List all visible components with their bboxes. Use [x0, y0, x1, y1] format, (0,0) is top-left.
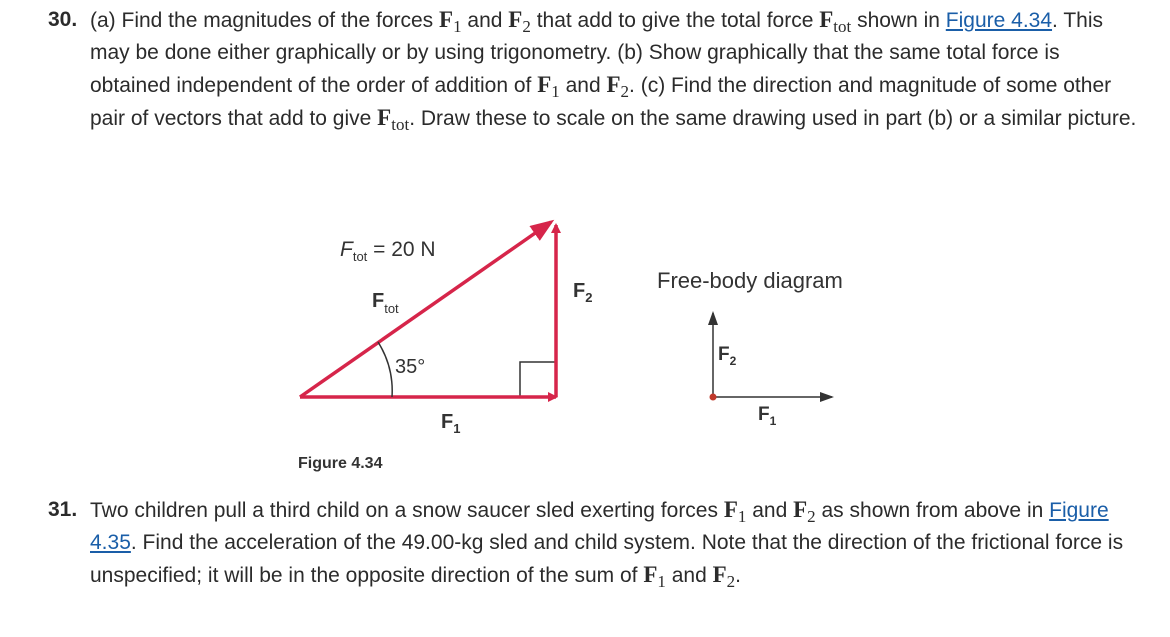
text-run: and	[559, 74, 607, 97]
problem-31	[48, 494, 1138, 592]
vector-symbol: F	[819, 7, 834, 32]
vector-symbol: F	[712, 562, 727, 587]
text-run: and	[665, 564, 713, 587]
f2-vector-label: $F_2$	[573, 280, 593, 305]
text-run: . Draw these to scale on the same drawing used in part (b) or a similar picture.	[409, 107, 1137, 130]
vector-symbol: F	[643, 562, 658, 587]
ftot-magnitude-label: $F_{tot} = 20$ N	[340, 238, 436, 264]
vector-symbol: F	[377, 105, 392, 130]
vector-subscript: 2	[522, 17, 531, 36]
figure-caption: Figure 4.34	[298, 455, 383, 472]
vector-symbol: F	[508, 7, 523, 32]
vector-symbol: F	[537, 72, 552, 97]
problem-number: 31.	[48, 498, 78, 521]
text-run: and	[746, 499, 794, 522]
fbd-title: Free-body diagram	[657, 268, 843, 293]
vector-subscript: 1	[551, 82, 560, 101]
vector-subscript: 2	[807, 507, 816, 526]
fbd-f1-label: $F_1$	[758, 404, 777, 428]
text-run: .	[735, 564, 741, 587]
vector-subscript: 1	[453, 17, 462, 36]
right-angle-marker	[520, 362, 556, 397]
vector-symbol: F	[439, 7, 454, 32]
problem-number: 30.	[48, 8, 78, 31]
text-run: shown in	[851, 9, 946, 32]
vector-symbol: F	[793, 497, 808, 522]
text-run: . This may be done either graphically or by using trigonometry. (b) Show graphically that the same total force is obtained independent of the order of addition of	[90, 9, 1103, 97]
figure-4-35-link[interactable]: Figure 4.35	[90, 499, 1109, 554]
text-run: that add to give the total force	[530, 9, 820, 32]
fbd-object-dot	[710, 394, 717, 401]
vector-subscript: tot	[833, 17, 852, 36]
vector-symbol: F	[723, 497, 738, 522]
vector-symbol: F	[606, 72, 621, 97]
text-run: . (c) Find the direction and magnitude of some other pair of vectors that add to give	[90, 74, 1112, 130]
angle-arc	[378, 342, 392, 397]
text-run: as shown from above in	[815, 499, 1050, 522]
vector-subscript: 2	[726, 572, 736, 591]
vector-subscript: 2	[620, 82, 630, 101]
ftot-vector-label: $F_{tot}$	[372, 290, 399, 316]
vector-subscript: tot	[391, 115, 410, 134]
vector-subscript: 1	[657, 572, 666, 591]
fbd-f2-label: $F_2$	[718, 344, 737, 368]
text-run: and	[461, 9, 509, 32]
f1-vector-label: $F_1$	[441, 411, 461, 436]
text-run: (a) Find the magnitudes of the forces	[90, 9, 440, 32]
text-run: Two children pull a third child on a snow saucer sled exerting forces	[90, 499, 724, 522]
text-run: . Find the acceleration of the 49.00-kg sled and child system. Note that the direction of the frictional force is unspecified; it will be in the opposite direction of the sum of	[90, 531, 1124, 587]
vector-subscript: 1	[737, 507, 747, 526]
problem-text	[90, 494, 1138, 592]
figure-4-34-link[interactable]: Figure 4.34	[945, 9, 1053, 32]
angle-label: 35°	[395, 356, 426, 378]
